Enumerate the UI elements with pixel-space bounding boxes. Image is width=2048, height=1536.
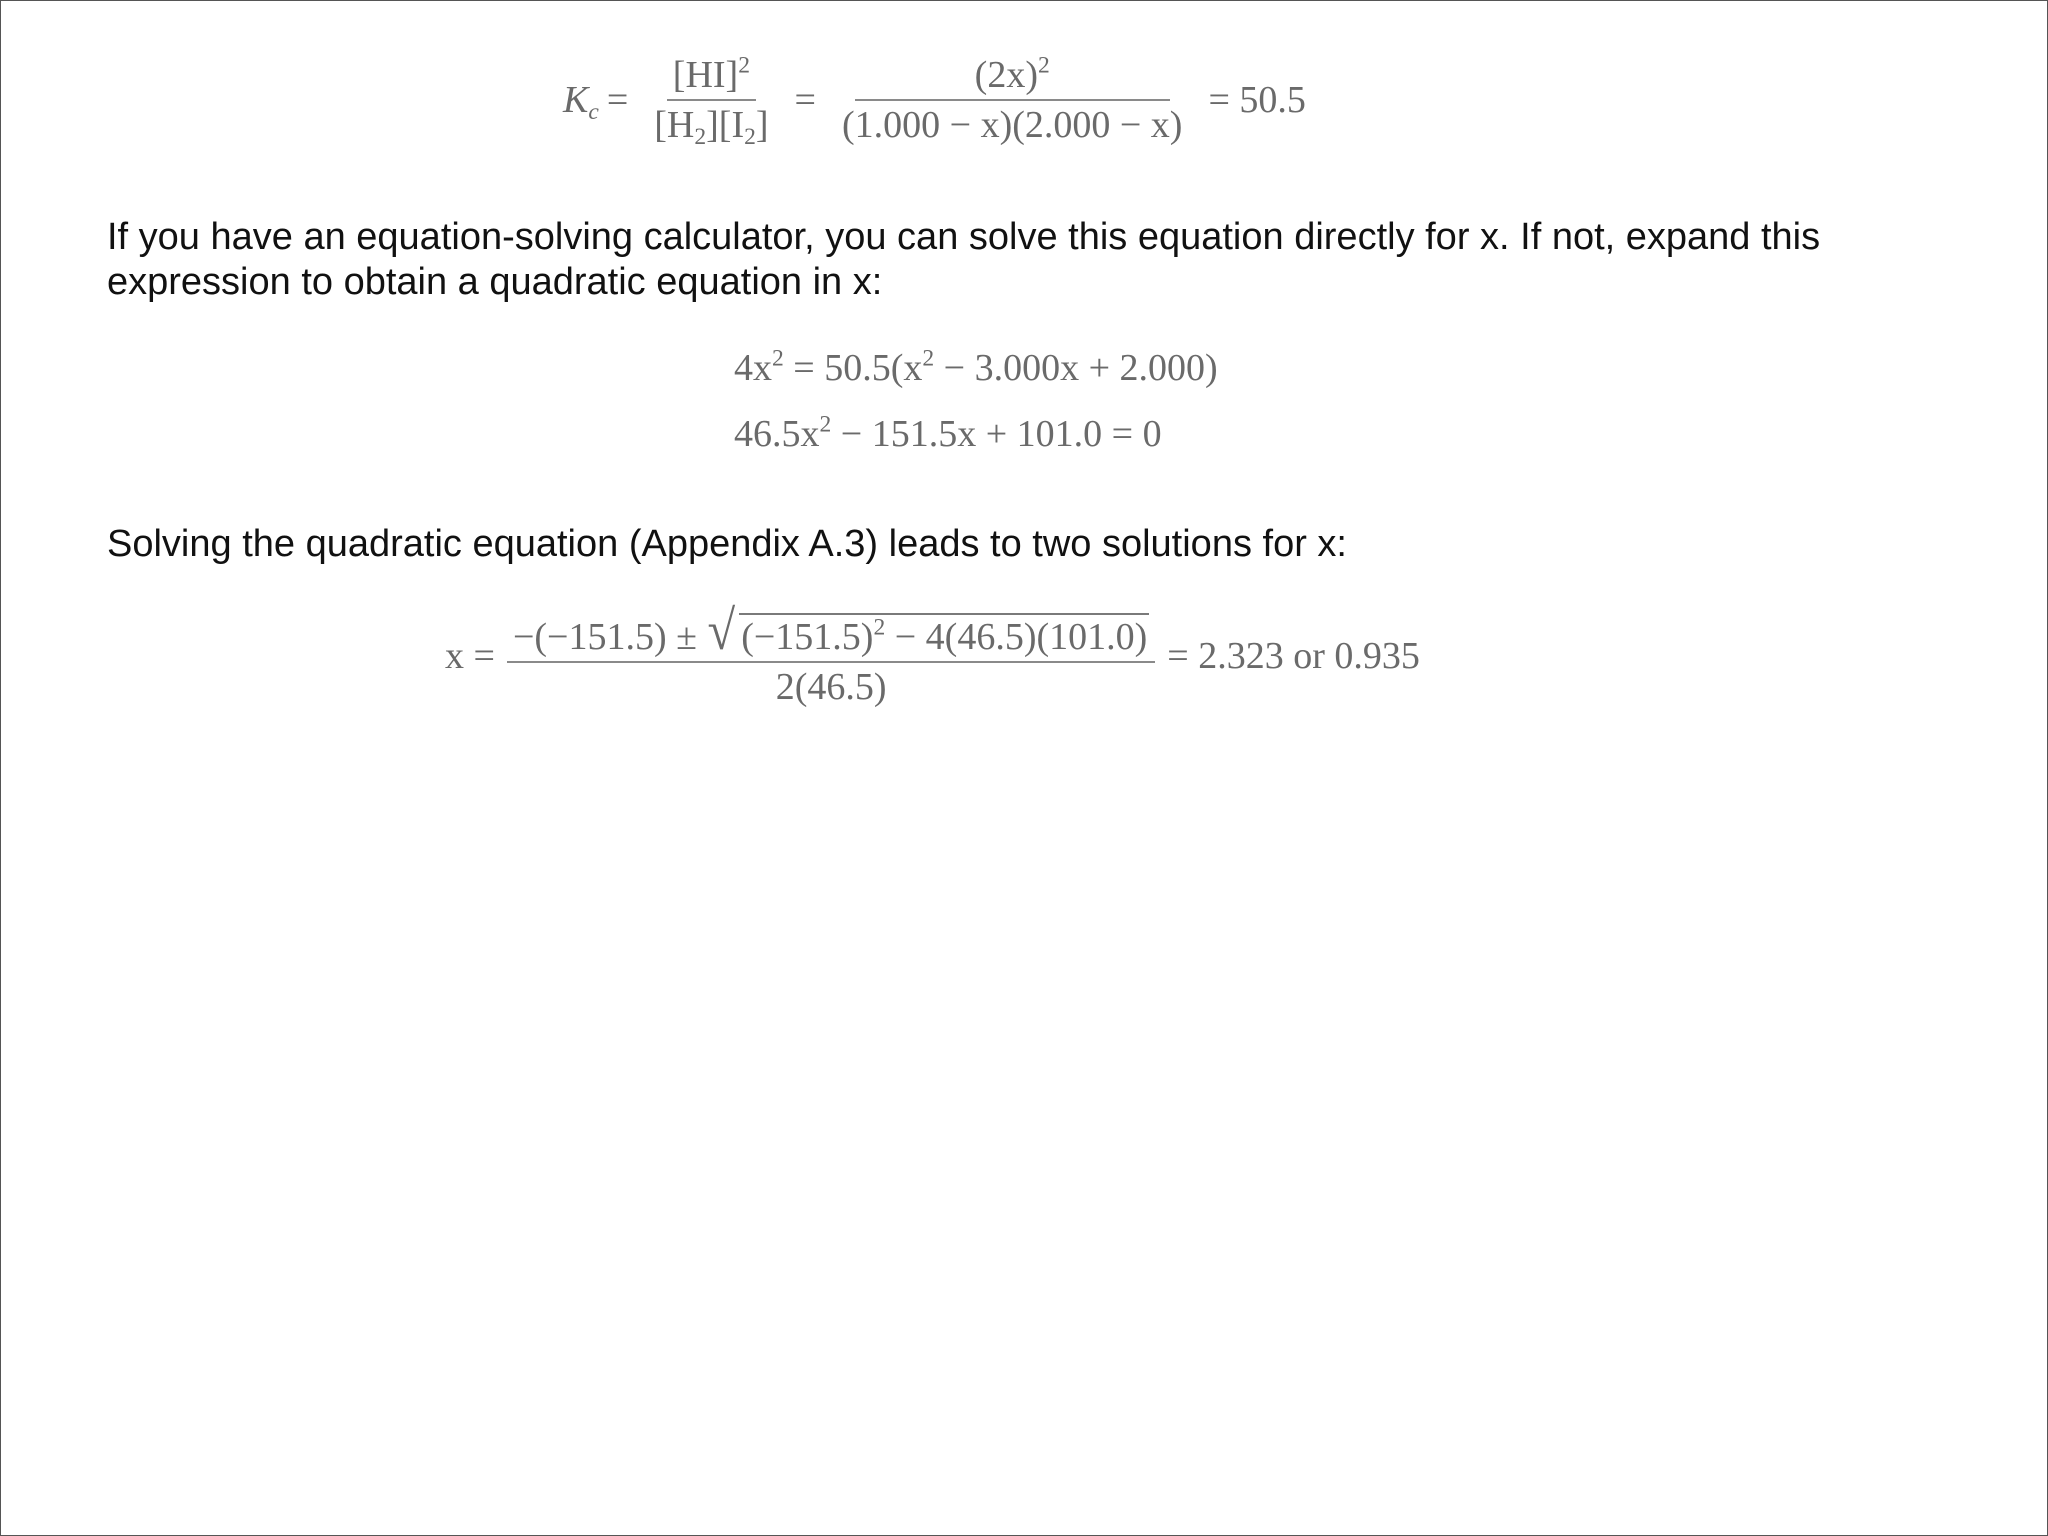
quadratic-result: = 2.323 or 0.935 xyxy=(1167,635,1420,677)
fraction-numerator: [HI]$^2$ xyxy=(667,53,756,101)
equals-sign: = xyxy=(794,79,816,121)
fraction-numerator: $(2x)^2$ xyxy=(855,53,1170,101)
kc-result: = 50.5 xyxy=(1208,79,1306,121)
radicand: $(-151.5)^2 - 4(46.5)(101.0)$ xyxy=(741,614,1148,658)
concentration-fraction xyxy=(648,52,774,151)
paragraph-calculator: If you have an equation-solving calculator, you can solve this equation directly for x. If not, expand this expression to obtain a quadratic equation in x: xyxy=(107,216,1821,303)
expansion-line-1: $4x^2 = 50.5(x^2 - 3.000x + 2.000)$ xyxy=(734,345,1218,389)
equation-kc xyxy=(563,52,1314,151)
equals-sign: = xyxy=(606,79,629,121)
square-root xyxy=(706,600,1149,662)
paragraph-quadratic: Solving the quadratic equation (Appendix A.3) leads to two solutions for x: xyxy=(107,523,1347,565)
kc-symbol: $K_c$ xyxy=(563,79,599,126)
x-equals: x = xyxy=(445,635,495,677)
fraction-denominator: 2(46.5) xyxy=(775,666,887,708)
radical-sign-icon: √ xyxy=(708,600,736,662)
substitution-fraction xyxy=(836,53,1188,147)
fraction-denominator: (1.000 − x)(2.000 − x) xyxy=(841,104,1183,146)
fraction-numerator: −(−151.5) ± √ $(-151.5)^2 - 4(46.5)(101.0)$ xyxy=(507,603,1155,663)
fraction-denominator: $[H_2][I_2]$ xyxy=(654,104,769,151)
expansion-line-2: $46.5x^2 - 151.5x + 101.0 = 0$ xyxy=(734,411,1162,455)
quadratic-fraction xyxy=(507,600,1155,709)
quadratic-solution xyxy=(445,600,1420,709)
